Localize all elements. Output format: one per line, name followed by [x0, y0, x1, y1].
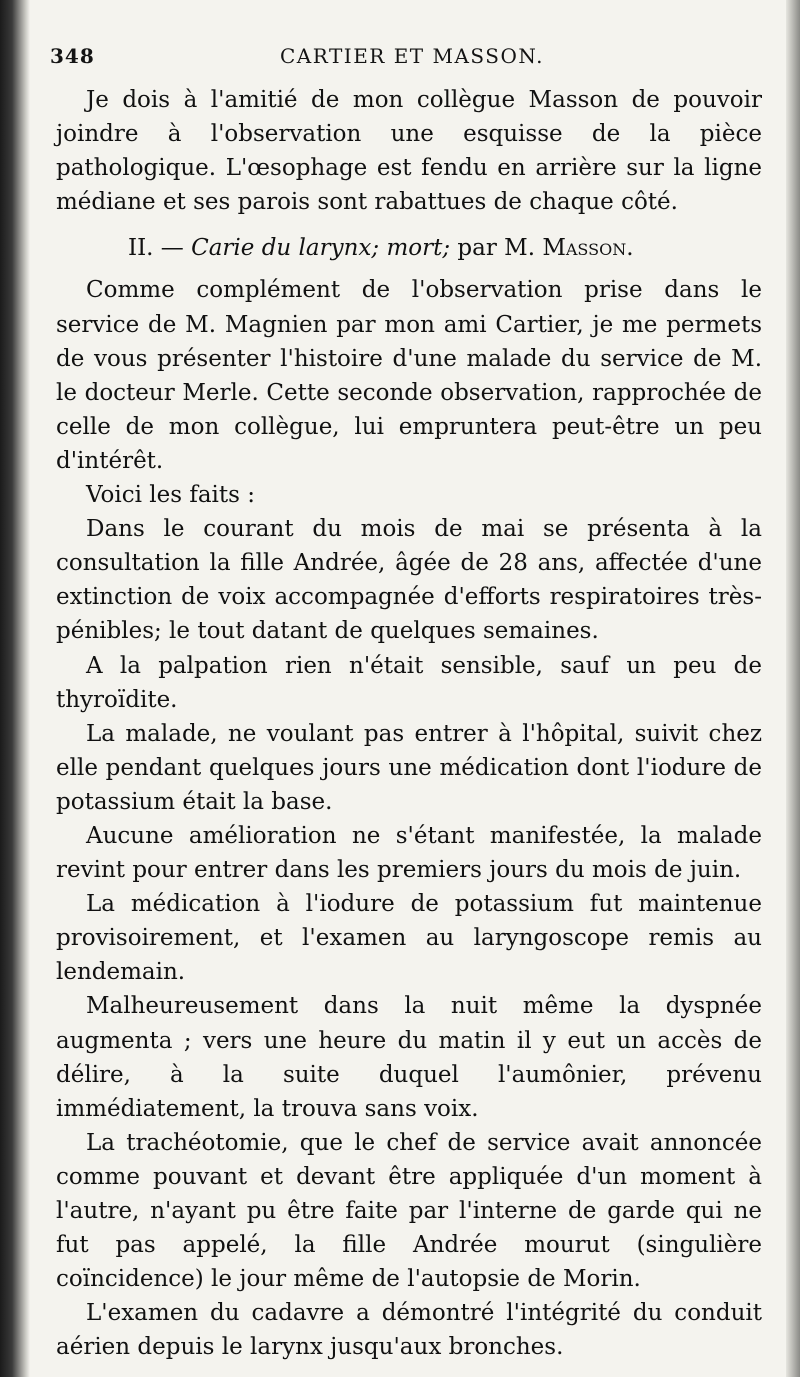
- paragraph: Voici les faits :: [86, 482, 256, 509]
- page-edge-shadow: [786, 0, 800, 1377]
- section-title: [56, 231, 762, 265]
- paragraph: La médication à l'iodure de potassium fut maintenue provisoirement, et l'examen au laryngoscope remis au lendemain.: [56, 891, 762, 986]
- section-number: II. —: [128, 235, 184, 262]
- paragraph: Aucune amélioration ne s'étant manifestée, la malade revint pour entrer dans les premiers jours du mois de juin.: [56, 822, 762, 884]
- paragraph: L'examen du cadavre a démontré l'intégrité du conduit aérien depuis le larynx jusqu'aux bronches.: [56, 1300, 762, 1361]
- section-by: par M.: [457, 235, 536, 262]
- section-author: Masson.: [542, 235, 634, 262]
- paragraph: Comme complément de l'observation prise dans le service de M. Magnien par mon ami Cartier, je me permets de vous présenter l'histoire d'une malade du service de M. le docteur Merle. Cette seconde observation, rapprochée de celle de mon collègue, lui empruntera peut-être un peu d'intérêt.: [56, 277, 762, 474]
- paragraph: Je dois à l'amitié de mon collègue Masson de pouvoir joindre à l'observation une esquisse de la pièce pathologique. L'œsophage est fendu en arrière sur la ligne médiane et ses parois sont rabattues de chaque côté.: [56, 87, 762, 216]
- paragraph: La malade, ne voulant pas entrer à l'hôpital, suivit chez elle pendant quelques jours une médication dont l'iodure de potassium était la base.: [56, 720, 762, 815]
- paragraph: Malheureusement dans la nuit même la dyspnée augmenta ; vers une heure du matin il y eut un accès de délire, à la suite duquel l'aumônier, prévenu immédiatement, la trouva sans voix.: [56, 993, 762, 1122]
- running-title: CARTIER ET MASSON.: [280, 44, 544, 68]
- paragraph: La trachéotomie, que le chef de service avait annoncée comme pouvant et devant être appliquée d'un moment à l'autre, n'ayant pu être faite par l'interne de garde qui ne fut pas appelé, la fille Andrée mourut (singulière coïncidence) le jour même de l'autopsie de Morin.: [56, 1129, 762, 1293]
- paragraph: Dans le courant du mois de mai se présenta à la consultation la fille Andrée, âgée de 28 ans, affectée d'une extinction de voix accompagnée d'efforts respiratoires très-pénibles; le tout datant de quelques semaines.: [56, 516, 762, 645]
- section-title-text: Carie du larynx; mort;: [191, 235, 451, 262]
- paragraph: A la palpation rien n'était sensible, sauf un peu de thyroïdite.: [56, 652, 762, 713]
- page-number: 348: [50, 44, 95, 68]
- body-text: [56, 83, 762, 1364]
- page-binding-shadow: [0, 0, 30, 1377]
- page-header: [50, 44, 756, 78]
